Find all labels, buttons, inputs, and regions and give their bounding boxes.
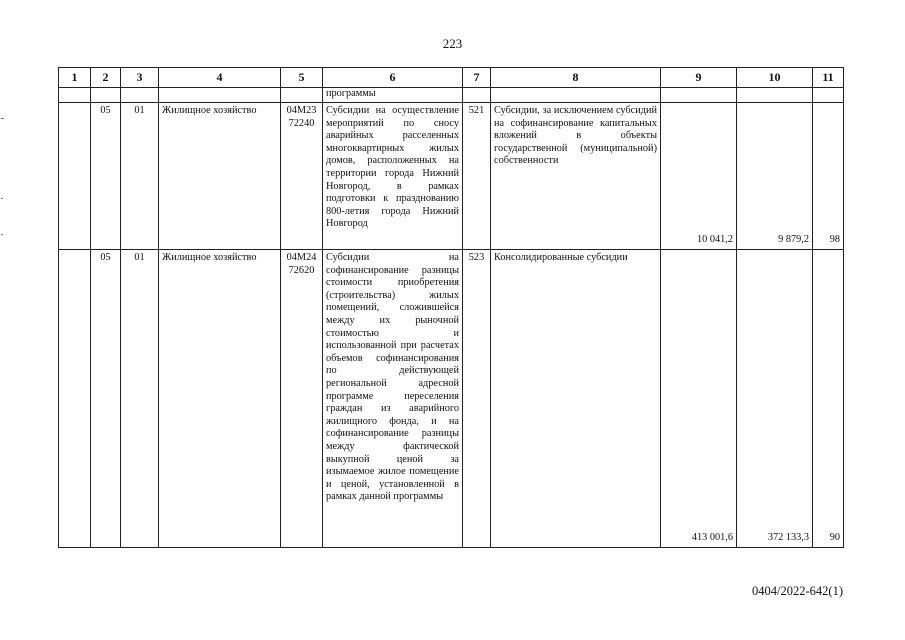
page-number: 223	[442, 36, 463, 51]
scan-mark	[1, 118, 4, 119]
header-row	[59, 68, 844, 88]
table-row	[59, 250, 844, 548]
continuation-row	[59, 88, 844, 103]
header-col-10: 10	[737, 68, 813, 88]
row-col-1	[59, 250, 91, 548]
row-expense-type: 523	[463, 250, 491, 548]
row-percent: 98	[813, 103, 844, 250]
row-target-code: 04М24 72620	[281, 250, 323, 548]
row-target-code: 04М23 72240	[281, 103, 323, 250]
row-section-name: Жилищное хозяйство	[159, 250, 281, 548]
header-col-2: 2	[91, 68, 121, 88]
header-col-9: 9	[661, 68, 737, 88]
budget-table	[58, 67, 844, 548]
row-amount-actual: 9 879,2	[737, 103, 813, 250]
header-col-5: 5	[281, 68, 323, 88]
header-col-11: 11	[813, 68, 844, 88]
scan-mark	[1, 198, 3, 199]
row-section-name: Жилищное хозяйство	[159, 103, 281, 250]
scan-mark	[1, 234, 3, 235]
header-col-3: 3	[121, 68, 159, 88]
row-section: 05	[91, 103, 121, 250]
row-amount-planned: 10 041,2	[661, 103, 737, 250]
row-amount-actual: 372 133,3	[737, 250, 813, 548]
header-col-7: 7	[463, 68, 491, 88]
row-expense-type-name: Консолидированные субсидии	[491, 250, 661, 548]
row-expense-type-name: Субсидии, за исключением субсидий на софинансирование капитальных вложений в объекты государственной (муниципальной) собственности	[491, 103, 661, 250]
row-col-1	[59, 103, 91, 250]
header-col-8: 8	[491, 68, 661, 88]
row-description: Субсидии на софинансирование разницы стоимости приобретения (строительства) жилых помещений, сложившейся между их рыночной стоимостью и использованной при расчетах объемов софинансирования по действующей региональной адресной программе переселения граждан из аварийного жилищного фонда, и на софинансирование разницы между фактической выкупной ценой за изымаемое жилое помещение и ценой, установленной в рамках данной программы	[323, 250, 463, 548]
row-expense-type: 521	[463, 103, 491, 250]
row-amount-planned: 413 001,6	[661, 250, 737, 548]
continuation-text: программы	[323, 88, 463, 103]
document-id: 0404/2022-642(1)	[752, 584, 843, 598]
row-section: 05	[91, 250, 121, 548]
row-subsection: 01	[121, 250, 159, 548]
header-col-6: 6	[323, 68, 463, 88]
header-col-4: 4	[159, 68, 281, 88]
row-subsection: 01	[121, 103, 159, 250]
header-col-1: 1	[59, 68, 91, 88]
row-percent: 90	[813, 250, 844, 548]
table-row	[59, 103, 844, 250]
row-description: Субсидии на осуществление мероприятий по сносу аварийных расселенных многоквартирных жилых домов, расположенных на территории города Нижний Новгород, в рамках подготовки к празднованию 800-летия города Нижний Новгород	[323, 103, 463, 250]
